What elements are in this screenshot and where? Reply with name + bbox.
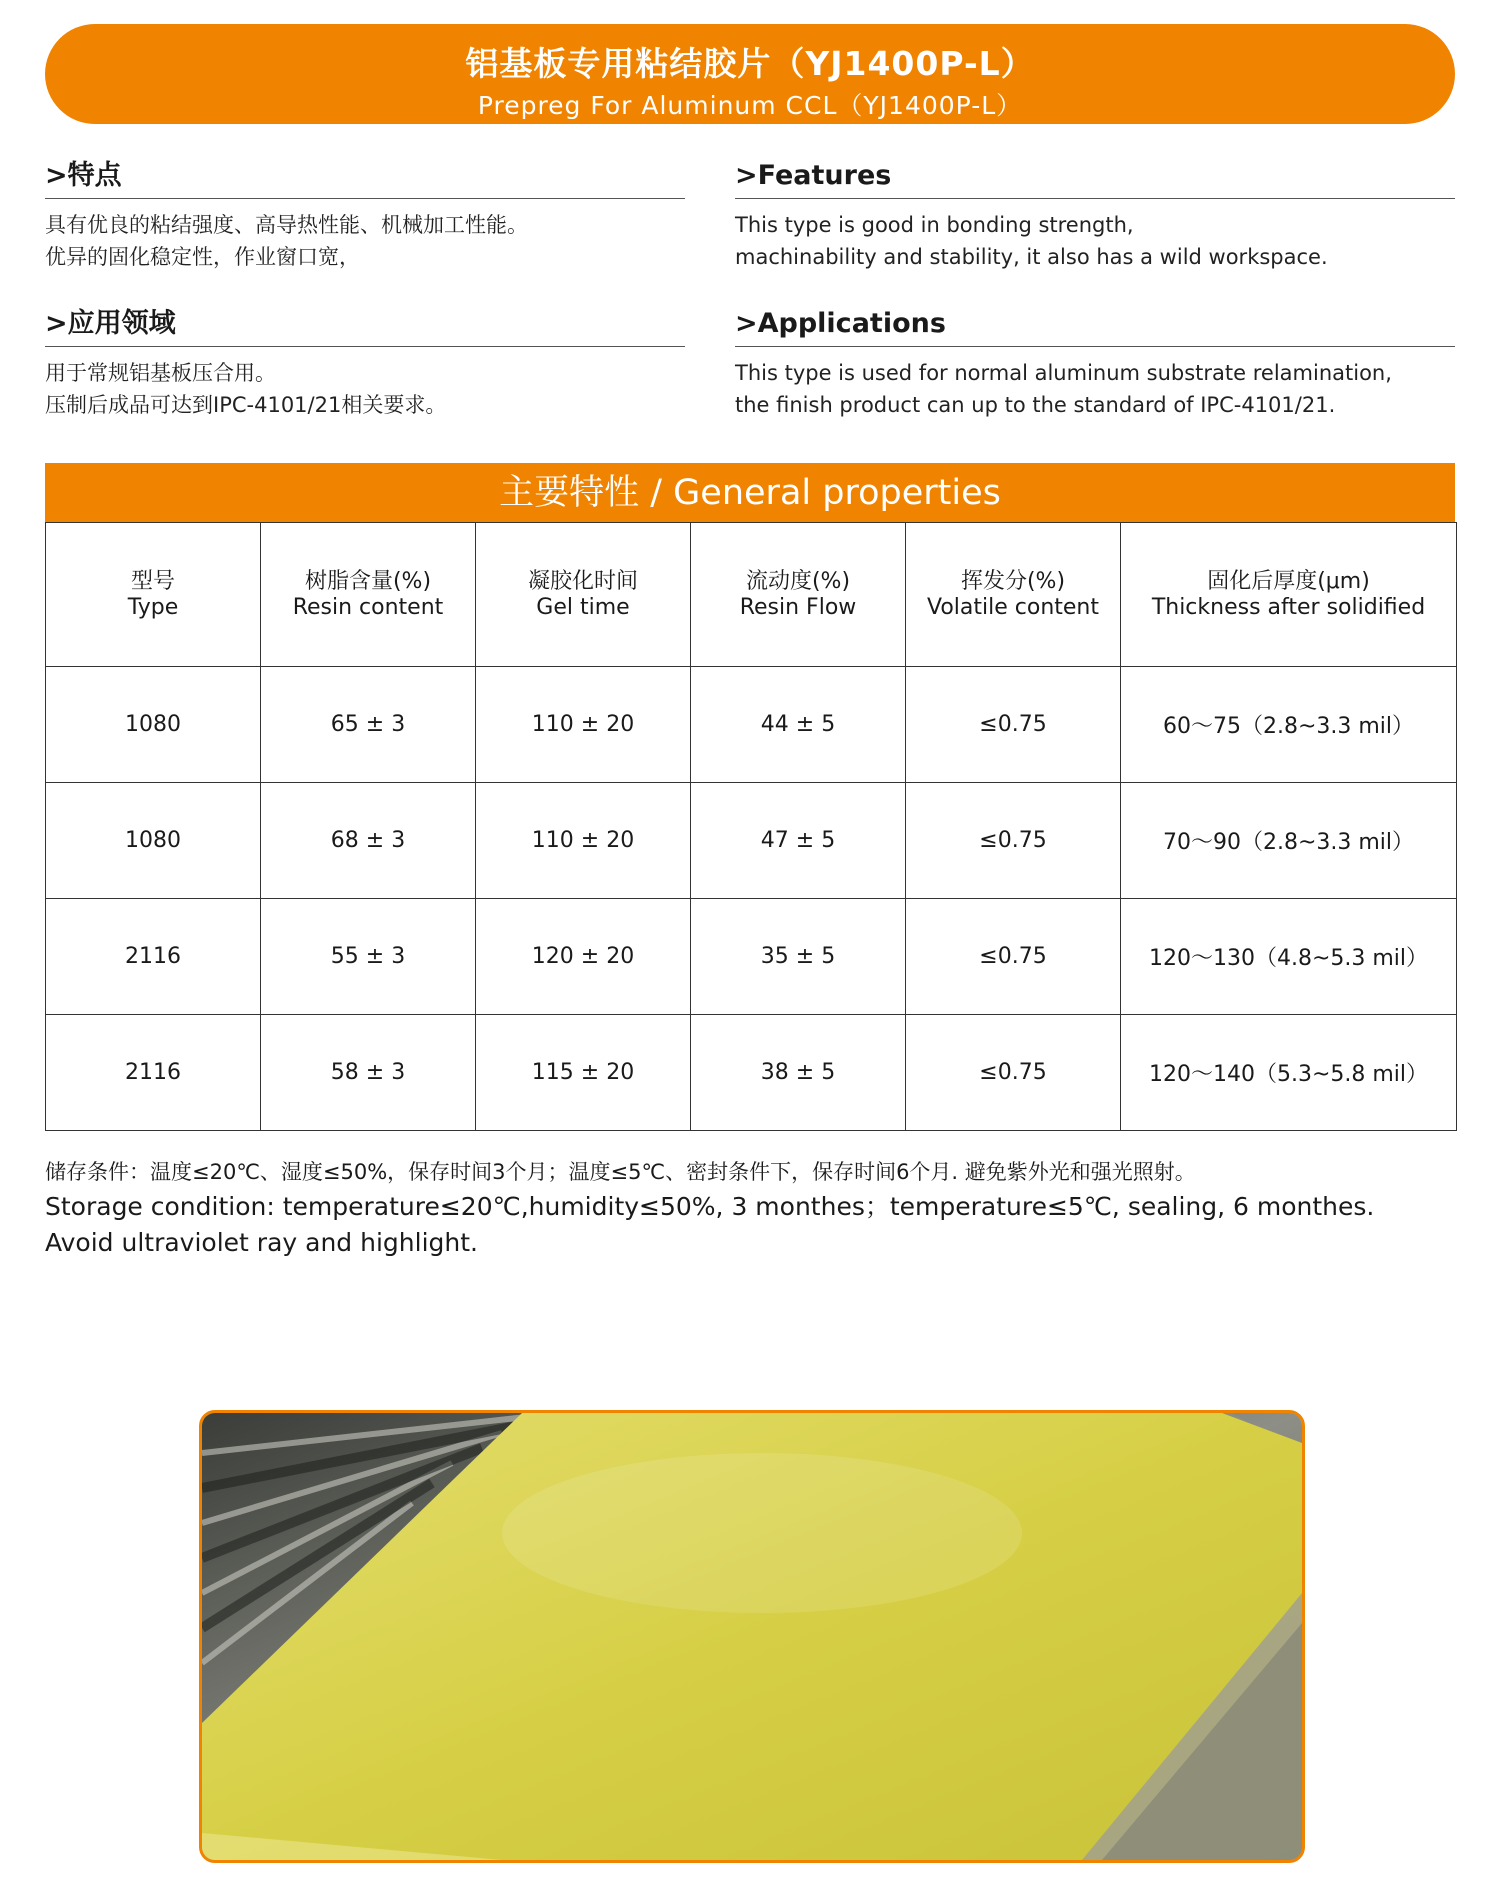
cell-volatile: ≤0.75 [906,667,1121,783]
header-thickness-en: Thickness after solidified [1151,594,1426,620]
header-resin-content-en: Resin content [292,594,444,620]
applications-cn-line-2: 压制后成品可达到IPC-4101/21相关要求。 [45,393,447,417]
header-gel-time-en: Gel time [536,594,630,620]
features-cn-line-1: 具有优良的粘结强度、高导热性能、机械加工性能。 [45,213,528,237]
features-en-line-1: This type is good in bonding strength, [735,213,1134,237]
product-photo [199,1410,1305,1863]
features-cn-section [45,158,685,273]
applications-cn-line-1: 用于常规铝基板压合用。 [45,361,276,385]
header-volatile [906,523,1121,667]
applications-en-line-1: This type is used for normal aluminum substrate relamination, [735,361,1392,385]
cell-type: 2116 [46,899,261,1015]
applications-cn-heading: >应用领域 [45,306,685,347]
table-header-row [46,523,1457,667]
header-type-cn: 型号 [130,568,175,594]
cell-thickness: 120～130（4.8~5.3 mil） [1121,899,1457,1015]
header-thickness-cn: 固化后厚度(μm) [1207,568,1370,594]
storage-cn: 储存条件：温度≤20℃、湿度≤50%，保存时间3个月；温度≤5℃、密封条件下，保存时间6个月. 避免紫外光和强光照射。 [45,1160,1196,1184]
cell-type: 1080 [46,667,261,783]
cell-volatile: ≤0.75 [906,1015,1121,1131]
applications-en-heading: >Applications [735,306,1455,347]
storage-en-line-1: Storage condition: temperature≤20℃,humidity≤50%, 3 monthes；temperature≤5℃, sealing, 6 monthes. [45,1192,1375,1221]
cell-gel-time: 110 ± 20 [476,667,691,783]
cell-resin-flow: 38 ± 5 [691,1015,906,1131]
table-row [46,1015,1457,1131]
cell-resin-flow: 35 ± 5 [691,899,906,1015]
title-en: Prepreg For Aluminum CCL（YJ1400P-L） [477,91,1023,120]
storage-conditions [45,1155,1455,1261]
properties-title: 主要特性 / General properties [45,463,1455,523]
table-row [46,783,1457,899]
cell-resin-content: 68 ± 3 [261,783,476,899]
table-row [46,899,1457,1015]
prepreg-sheet-illustration [202,1413,1302,1860]
cell-thickness: 120～140（5.3~5.8 mil） [1121,1015,1457,1131]
applications-en-section [735,306,1455,421]
header-thickness [1121,523,1457,667]
header-resin-content [261,523,476,667]
header-resin-flow [691,523,906,667]
cell-resin-flow: 47 ± 5 [691,783,906,899]
features-cn-heading: >特点 [45,158,685,199]
cell-resin-content: 65 ± 3 [261,667,476,783]
cell-gel-time: 110 ± 20 [476,783,691,899]
header-volatile-en: Volatile content [926,594,1099,620]
title-banner [45,24,1455,124]
cell-gel-time: 120 ± 20 [476,899,691,1015]
header-resin-content-cn: 树脂含量(%) [304,568,432,594]
cell-thickness: 70～90（2.8~3.3 mil） [1121,783,1457,899]
cell-resin-flow: 44 ± 5 [691,667,906,783]
header-gel-time-cn: 凝胶化时间 [527,568,638,594]
header-resin-flow-cn: 流动度(%) [745,568,851,594]
header-volatile-cn: 挥发分(%) [960,568,1066,594]
cell-volatile: ≤0.75 [906,899,1121,1015]
storage-en-line-2: Avoid ultraviolet ray and highlight. [45,1228,478,1257]
cell-type: 1080 [46,783,261,899]
cell-gel-time: 115 ± 20 [476,1015,691,1131]
header-resin-flow-en: Resin Flow [739,594,857,620]
features-en-heading: >Features [735,158,1455,199]
features-en-line-2: machinability and stability, it also has a wild workspace. [735,245,1328,269]
applications-cn-section [45,306,685,421]
cell-resin-content: 55 ± 3 [261,899,476,1015]
cell-resin-content: 58 ± 3 [261,1015,476,1131]
cell-type: 2116 [46,1015,261,1131]
properties-table [45,522,1457,1131]
header-type-en: Type [127,594,179,620]
header-gel-time [476,523,691,667]
title-cn: 铝基板专用粘结胶片（YJ1400P-L） [465,44,1035,83]
table-row [46,667,1457,783]
features-cn-line-2: 优异的固化稳定性，作业窗口宽， [45,245,360,269]
features-en-section [735,158,1455,273]
cell-thickness: 60～75（2.8~3.3 mil） [1121,667,1457,783]
applications-en-line-2: the finish product can up to the standard of IPC-4101/21. [735,393,1336,417]
cell-volatile: ≤0.75 [906,783,1121,899]
header-type [46,523,261,667]
